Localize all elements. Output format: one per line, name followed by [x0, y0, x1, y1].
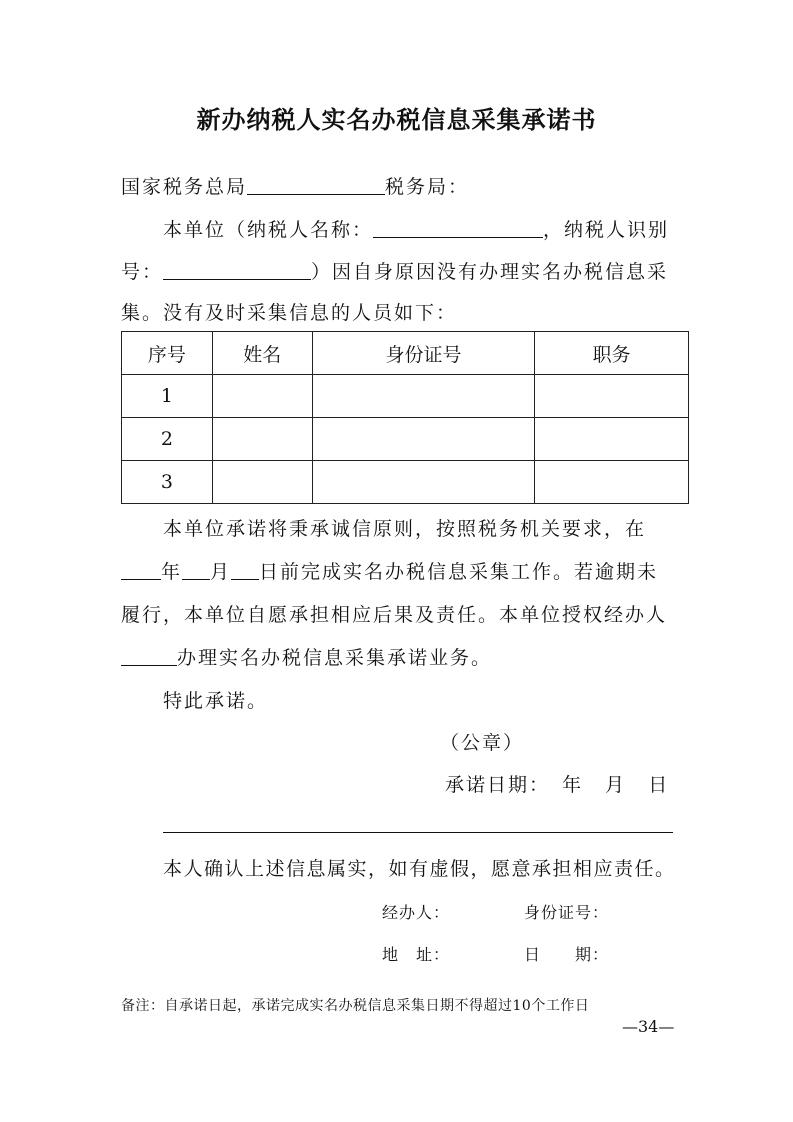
day-blank [231, 561, 259, 580]
intro-line-1 [163, 215, 669, 242]
cell-position [535, 461, 689, 504]
intro-line-3: 集。没有及时采集信息的人员如下： [121, 302, 458, 324]
personnel-table [121, 331, 689, 504]
intro-line-2 [121, 257, 668, 284]
commit-date-day: 日 [648, 774, 670, 796]
year-blank [121, 561, 161, 580]
table-header-row [122, 332, 689, 375]
table-row [122, 461, 689, 504]
commit-date-line [445, 770, 669, 797]
header-name: 姓名 [212, 332, 312, 375]
commitment-line-3: 履行，本单位自愿承担相应后果及责任。本单位授权经办人 [121, 604, 668, 626]
commitment-line-2 [121, 557, 658, 584]
cell-id-number [312, 418, 535, 461]
date-label: 日 期： [524, 945, 610, 964]
official-seal-label: （公章） [440, 732, 525, 754]
divider-line [163, 832, 673, 833]
footnote: 备注：自承诺日起，承诺完成实名办税信息采集日期不得超过10个工作日 [121, 998, 590, 1014]
cell-position [535, 375, 689, 418]
intro-text-2a: 号： [121, 261, 164, 283]
addressee-line [121, 172, 469, 199]
commitment-text-2: 日前完成实名办税信息采集工作。若逾期未 [259, 561, 659, 583]
taxpayer-name-blank [373, 219, 543, 238]
intro-text-1b: ，纳税人识别 [543, 219, 670, 241]
agent-label: 经办人： [382, 903, 451, 922]
cell-no: 2 [122, 418, 213, 461]
cell-id-number [312, 461, 535, 504]
cell-name [212, 461, 312, 504]
tax-bureau-blank [247, 176, 385, 195]
cell-no: 3 [122, 461, 213, 504]
year-text: 年 [161, 561, 183, 583]
addressee-prefix: 国家税务总局 [121, 176, 248, 198]
cell-id-number [312, 375, 535, 418]
agent-name-blank [121, 647, 177, 666]
commit-date-year: 年 [562, 774, 584, 796]
header-position: 职务 [535, 332, 689, 375]
commit-date-month: 月 [605, 774, 627, 796]
page-title: 新办纳税人实名办税信息采集承诺书 [196, 106, 597, 134]
taxpayer-id-blank [163, 261, 311, 280]
addressee-suffix: 税务局： [385, 176, 470, 198]
closing-text: 特此承诺。 [163, 690, 269, 712]
cell-position [535, 418, 689, 461]
commitment-line-4 [121, 643, 492, 670]
cell-no: 1 [122, 375, 213, 418]
agent-id-label: 身份证号： [524, 903, 610, 922]
intro-text-1a: 本单位（纳税人名称： [163, 219, 374, 241]
commit-date-label: 承诺日期： [445, 774, 551, 796]
table-row [122, 418, 689, 461]
address-label: 地 址： [382, 945, 451, 964]
month-text: 月 [210, 561, 232, 583]
cell-name [212, 418, 312, 461]
page-number: —34— [622, 1017, 675, 1036]
header-id-number: 身份证号 [312, 332, 535, 375]
cell-name [212, 375, 312, 418]
header-no: 序号 [122, 332, 213, 375]
confirmation-statement: 本人确认上述信息属实，如有虚假，愿意承担相应责任。 [163, 858, 676, 880]
commitment-text-4: 办理实名办税信息采集承诺业务。 [177, 647, 493, 669]
month-blank [182, 561, 210, 580]
table-row [122, 375, 689, 418]
commitment-line-1: 本单位承诺将秉承诚信原则，按照税务机关要求，在 [163, 518, 647, 540]
intro-text-2b: ）因自身原因没有办理实名办税信息采 [311, 261, 669, 283]
